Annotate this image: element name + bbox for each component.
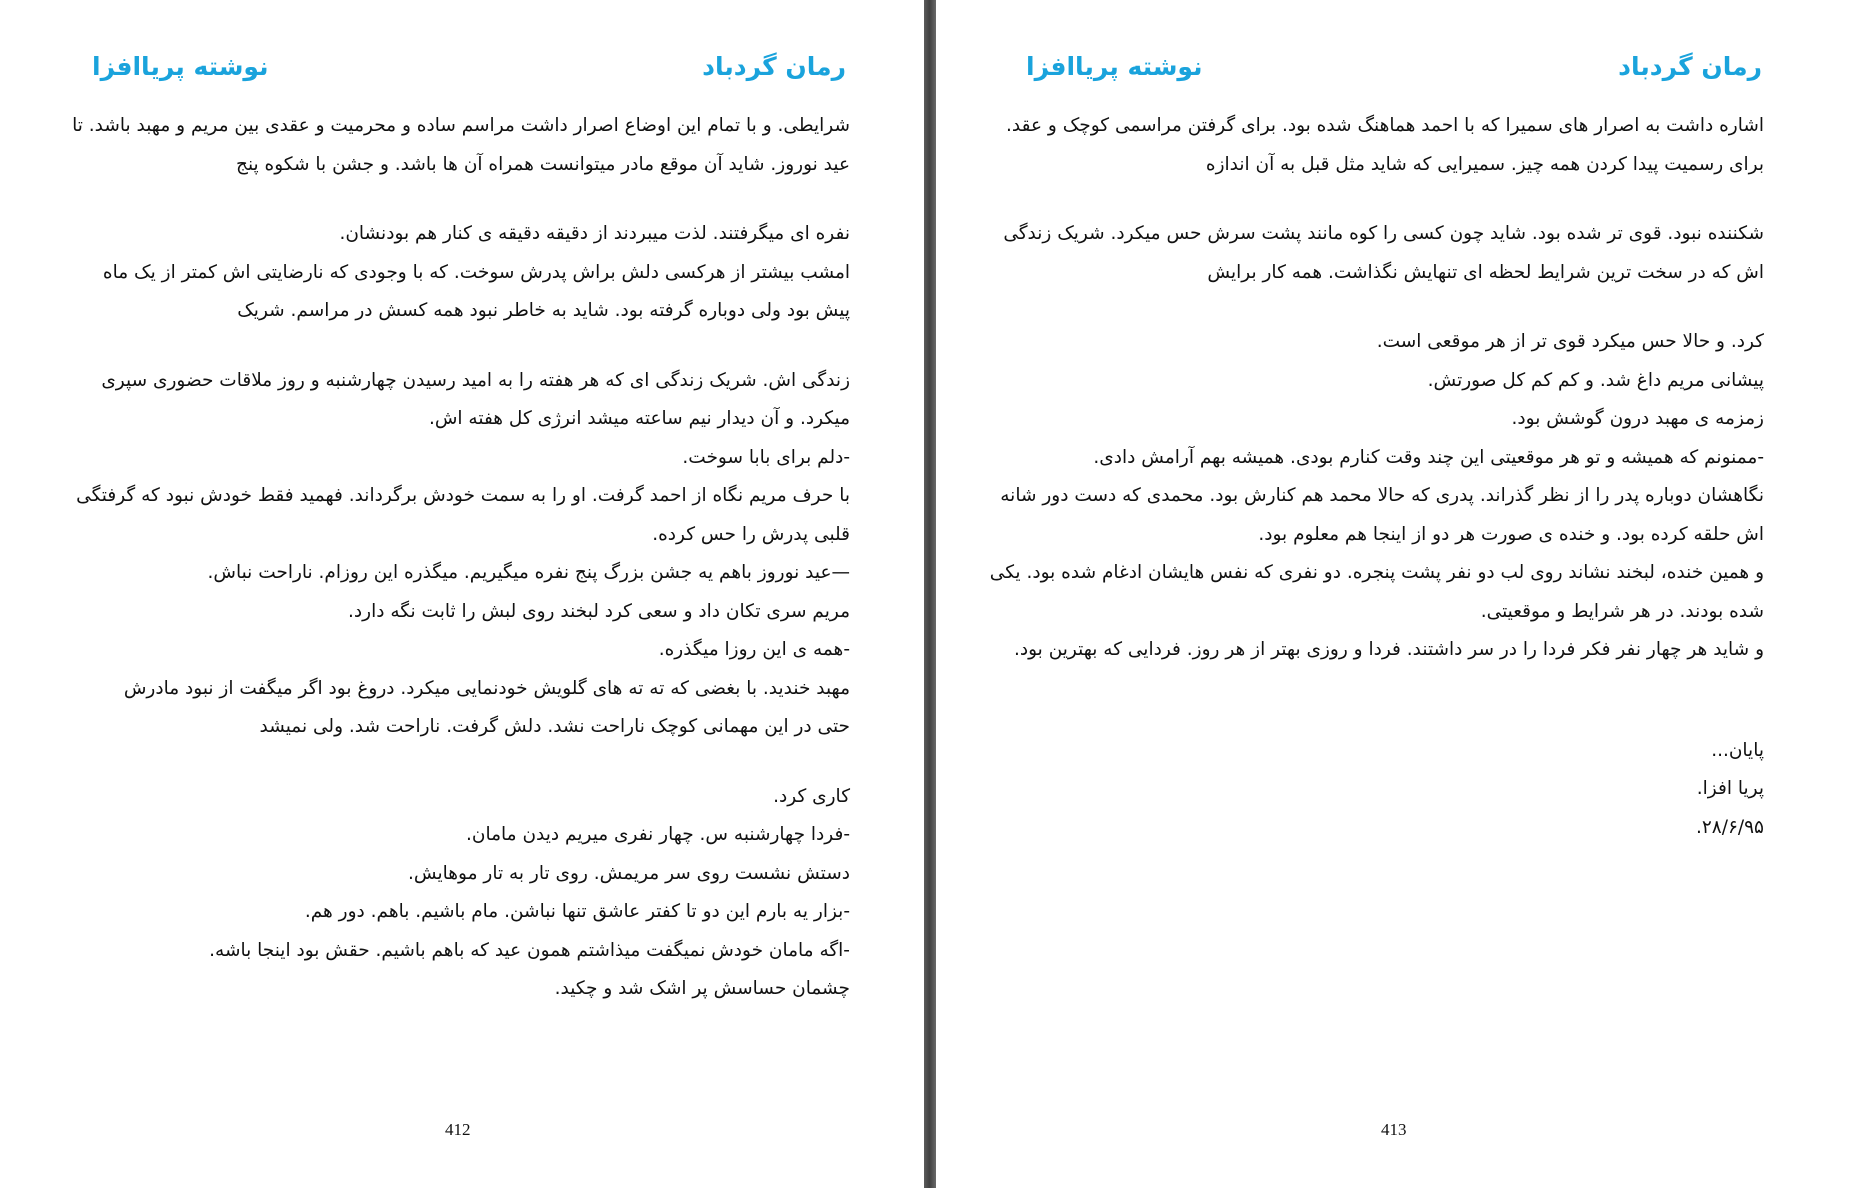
text-line: کاری کرد. xyxy=(773,785,850,807)
header-author: نوشته پریاافزا xyxy=(92,52,269,81)
paragraph-gap xyxy=(974,184,1764,215)
text-line: امشب بیشتر از هرکسی دلش براش پدرش سوخت. که با وجودی که نارضایتی اش کمتر از یک ماه xyxy=(102,261,850,283)
text-line: -اگه مامان خودش نمیگفت میذاشتم همون عید که باهم باشیم. حقش بود اینجا باشه. xyxy=(209,939,850,961)
text-line: اش که در سخت ترین شرایط لحظه ای تنهایش نگذاشت. همه کار برایش xyxy=(1207,261,1764,283)
page-body-text xyxy=(974,107,1764,847)
text-line: اشاره داشت به اصرار های سمیرا که با احمد هماهنگ شده بود. برای گرفتن مراسمی کوچک و عقد. xyxy=(1006,115,1764,136)
text-line: با حرف مریم نگاه از احمد گرفت. او را به سمت خودش برگرداند. فهمید فقط خودش نبود که گرفتگی xyxy=(76,485,850,506)
paragraph-gap xyxy=(974,670,1764,701)
text-line: ۲۸/۶/۹۵. xyxy=(1695,816,1764,838)
page-number: 413 xyxy=(1381,1120,1407,1139)
text-line: -همه ی این روزا میگذره. xyxy=(658,639,850,660)
text-line: شرایطی. و با تمام این اوضاع اصرار داشت مراسم ساده و محرمیت و عقدی بین مریم و مهبد باشد. تا xyxy=(72,115,850,136)
book-gutter xyxy=(924,0,936,1188)
text-line: -دلم برای بابا سوخت. xyxy=(682,446,850,468)
text-line: چشمان حساسش پر اشک شد و چکید. xyxy=(554,978,850,999)
paragraph-gap xyxy=(60,747,850,778)
text-line: حتی در این مهمانی کوچک ناراحت نشد. دلش گرفت. ناراحت شد. ولی نمیشد xyxy=(259,716,850,737)
text-line: -بزار یه بارم این دو تا کفتر عاشق تنها نباشن. مام باشیم. باهم. دور هم. xyxy=(304,901,850,922)
text-line: زمزمه ی مهبد درون گوشش بود. xyxy=(1511,408,1764,429)
text-line: پیش بود ولی دوباره گرفته بود. شاید به خاطر نبود همه کسش در مراسم. شریک xyxy=(237,300,850,321)
paragraph-gap xyxy=(974,292,1764,323)
text-line: پایان... xyxy=(1711,739,1764,761)
text-line: قلبی پدرش را حس کرده. xyxy=(652,523,850,545)
text-line: پریا افزا. xyxy=(1696,778,1764,799)
header-book-title: رمان گردباد xyxy=(702,52,846,81)
text-line: و همین خنده، لبخند نشاند روی لب دو نفر پشت پنجره. دو نفری که نفس هایشان ادغام شده بود. یکی xyxy=(989,562,1764,583)
text-line: کرد. و حالا حس میکرد قوی تر از هر موقعی است. xyxy=(1376,331,1764,352)
text-line: و شاید هر چهار نفر فکر فردا را در سر داشتند. فردا و روزی بهتر از هر روز. فردایی که بهترین بود. xyxy=(1014,639,1764,660)
text-line: شکننده نبود. قوی تر شده بود. شاید چون کسی را کوه مانند پشت سرش حس میکرد. شریک زندگی xyxy=(1003,223,1764,244)
text-line: عید نوروز. شاید آن موقع مادر میتوانست همراه آن ها باشد. و جشن با شکوه پنج xyxy=(236,153,850,175)
text-line: نفره ای میگرفتند. لذت میبردند از دقیقه دقیقه ی کنار هم بودنشان. xyxy=(339,223,850,244)
text-line: برای رسمیت پیدا کردن همه چیز. سمیرایی که شاید مثل قبل به آن اندازه xyxy=(1205,153,1764,175)
page-left xyxy=(0,0,924,1188)
text-line: زندگی اش. شریک زندگی ای که هر هفته را به امید رسیدن چهارشنبه و روز ملاقات حضوری سپری xyxy=(101,369,850,391)
page-body-text xyxy=(60,107,850,1009)
text-line: دستش نشست روی سر مریمش. روی تار به تار موهایش. xyxy=(408,862,850,884)
header-book-title: رمان گردباد xyxy=(1618,52,1762,81)
header-author: نوشته پریاافزا xyxy=(1026,52,1203,81)
page-number: 412 xyxy=(445,1120,471,1139)
text-line: شده بودند. در هر شرایط و موقعیتی. xyxy=(1480,600,1764,622)
text-line: مهبد خندید. با بغضی که ته ته های گلویش خودنمایی میکرد. دروغ بود اگر میگفت از نبود مادرش xyxy=(123,677,850,699)
text-line: اش حلقه کرده بود. و خنده ی صورت هر دو از اینجا هم معلوم بود. xyxy=(1258,523,1764,545)
paragraph-gap xyxy=(60,331,850,362)
page-right xyxy=(936,0,1854,1188)
text-line: مریم سری تکان داد و سعی کرد لبخند روی لبش را ثابت نگه دارد. xyxy=(348,600,850,622)
text-line: نگاهشان دوباره پدر را از نظر گذراند. پدری که حالا محمد هم کنارش بود. محمدی که دست دور شانه xyxy=(1000,485,1764,506)
text-line: میکرد. و آن دیدار نیم ساعته میشد انرژی کل هفته اش. xyxy=(428,408,850,429)
paragraph-gap xyxy=(60,184,850,215)
text-line: پیشانی مریم داغ شد. و کم کم کل صورتش. xyxy=(1427,369,1764,391)
text-line: -ممنونم که همیشه و تو هر موقعیتی این چند وقت کنارم بودی. همیشه بهم آرامش دادی. xyxy=(1093,446,1764,468)
paragraph-gap xyxy=(974,701,1764,732)
text-line: —عید نوروز باهم یه جشن بزرگ پنج نفره میگیریم. میگذره این روزام. ناراحت نباش. xyxy=(207,562,850,583)
text-line: -فردا چهارشنبه س. چهار نفری میریم دیدن مامان. xyxy=(466,824,850,845)
